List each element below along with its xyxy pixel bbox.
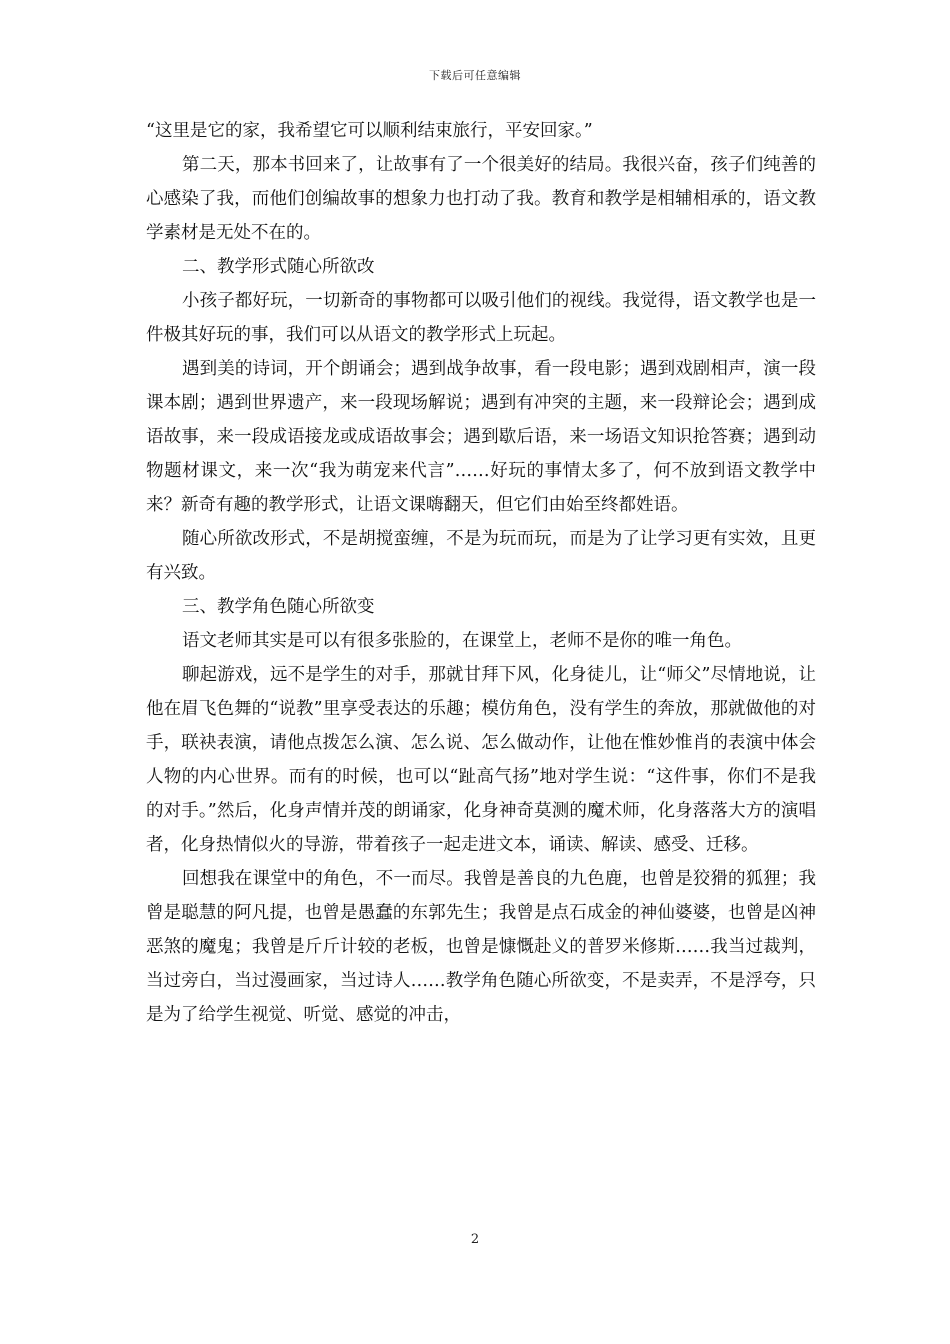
page-number: 2 [470,1232,480,1247]
page-header: 下载后可任意编辑 [429,69,521,82]
section-heading: 二、教学形式随心所欲改 [182,257,375,277]
paragraph: 回想我在课堂中的角色，不一而尽。我曾是善良的九色鹿，也曾是狡猾的狐狸；我曾是聪慧的阿凡提，也曾是愚蠢的东郭先生；我曾是点石成金的神仙婆婆，也曾是凶神恶煞的魔鬼；我曾是斤斤计较的老板，也曾是慷慨赴义的普罗米修斯……我当过裁判，当过旁白，当过漫画家，当过诗人……教学角色随心所欲变，不是卖弄，不是浮夸，只是为了给学生视觉、听觉、感觉的冲击， [146,869,816,1025]
paragraph: 小孩子都好玩，一切新奇的事物都可以吸引他们的视线。我觉得，语文教学也是一件极其好玩的事，我们可以从语文的教学形式上玩起。 [146,291,816,345]
section-heading: 三、教学角色随心所欲变 [182,597,375,617]
paragraph: 第二天，那本书回来了，让故事有了一个很美好的结局。我很兴奋，孩子们纯善的心感染了我，而他们创编故事的想象力也打动了我。教育和教学是相辅相承的，语文教学素材是无处不在的。 [146,155,816,243]
paragraph: 聊起游戏，远不是学生的对手，那就甘拜下风，化身徒儿，让“师父”尽情地说，让他在眉飞色舞的“说教”里享受表达的乐趣；模仿角色，没有学生的奔放，那就做他的对手，联袂表演，请他点拨怎么演、怎么说、怎么做动作，让他在惟妙惟肖的表演中体会人物的内心世界。而有的时候，也可以“趾高气扬”地对学生说：“这件事，你们不是我的对手。”然后，化身声情并茂的朗诵家，化身神奇莫测的魔术师，化身落落大方的演唱者，化身热情似火的导游，带着孩子一起走进文本，诵读、解读、感受、迁移。 [146,665,816,855]
document-body [146,114,816,1032]
paragraph: 随心所欲改形式，不是胡搅蛮缠，不是为玩而玩，而是为了让学习更有实效，且更有兴致。 [146,529,816,583]
paragraph: 语文老师其实是可以有很多张脸的，在课堂上，老师不是你的唯一角色。 [182,631,742,651]
paragraph: 遇到美的诗词，开个朗诵会；遇到战争故事，看一段电影；遇到戏剧相声，演一段课本剧；遇到世界遗产，来一段现场解说；遇到有冲突的主题，来一段辩论会；遇到成语故事，来一段成语接龙或成语故事会；遇到歇后语，来一场语文知识抢答赛；遇到动物题材课文，来一次“我为萌宠来代言”……好玩的事情太多了，何不放到语文教学中来？新奇有趣的教学形式，让语文课嗨翻天，但它们由始至终都姓语。 [146,359,816,515]
paragraph: “这里是它的家，我希望它可以顺利结束旅行，平安回家。” [146,121,593,141]
